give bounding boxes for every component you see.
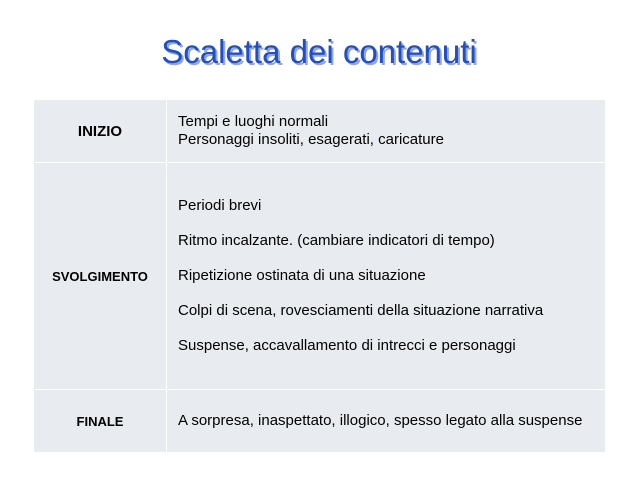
content-outline-table bbox=[33, 99, 606, 453]
table-row-svolgimento bbox=[34, 163, 606, 390]
content-paragraph: Suspense, accavallamento di intrecci e personaggi bbox=[178, 337, 516, 354]
row-label-finale: FINALE bbox=[34, 390, 167, 453]
content-paragraph: Colpi di scena, rovesciamenti della situazione narrativa bbox=[178, 302, 544, 319]
row-label-inizio: INIZIO bbox=[34, 100, 167, 163]
row-content-finale: A sorpresa, inaspettato, illogico, spesso legato alla suspense bbox=[167, 390, 606, 453]
content-line: Personaggi insoliti, esagerati, caricature bbox=[178, 131, 444, 148]
content-paragraph: Periodi brevi bbox=[178, 197, 262, 214]
row-label-svolgimento: SVOLGIMENTO bbox=[34, 163, 167, 390]
content-paragraph: Ritmo incalzante. (cambiare indicatori di tempo) bbox=[178, 232, 495, 249]
row-content-svolgimento bbox=[167, 163, 606, 390]
row-content-inizio bbox=[167, 100, 606, 163]
content-paragraph: Ripetizione ostinata di una situazione bbox=[178, 267, 426, 284]
page-title: Scaletta dei contenuti bbox=[161, 33, 477, 70]
table-row-finale bbox=[34, 390, 606, 453]
content-line: Tempi e luoghi normali bbox=[178, 113, 329, 130]
table-row-inizio bbox=[34, 100, 606, 163]
